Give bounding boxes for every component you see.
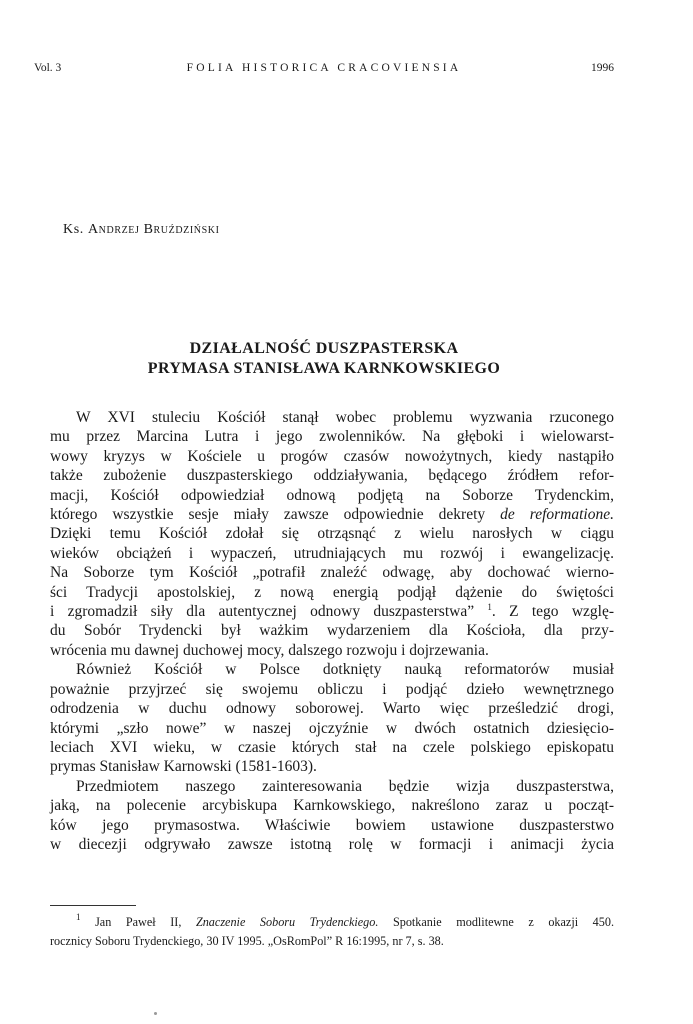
text-segment: i zgromadził siły dla autentycznej odnowy duszpasterstwa”: [50, 603, 475, 621]
footnote-line: rocznicy Soboru Trydenckiego, 30 IV 1995. „OsRomPol” R 16:1995, nr 7, s. 38.: [50, 933, 444, 948]
title-line-1: DZIAŁALNOŚĆ DUSZPASTERSKA: [189, 340, 459, 357]
text-line: prymas Stanisław Karnowski (1581-1603).: [50, 758, 317, 776]
author-name: Andrzej Bruździński: [87, 222, 220, 237]
text-line: Przedmiotem naszego zainteresowania będzie wizja duszpasterstwa,: [76, 777, 614, 795]
text-line: odrodzenia w duchu odnowy soborowej. Warto więc prześledzić drogi,: [50, 700, 614, 718]
year-label: 1996: [591, 62, 614, 74]
paragraph-1: [50, 408, 614, 660]
text-line: W XVI stuleciu Kościół stanął wobec problemu wyzwania rzuconego: [76, 409, 614, 426]
text-line: także zubożenie duszpasterskiego oddziaływania, będącego źródłem refor-: [50, 467, 614, 485]
text-line: jaką, na polecenie arcybiskupa Karnkowskiego, nakreślono zaraz u począt-: [50, 797, 614, 815]
text-line: macji, Kościół odpowiedział odnową podjętą na Soborze Trydenckim,: [50, 486, 614, 504]
text-segment: . Z tego wzglę-: [491, 603, 614, 621]
text-line: w diecezji odgrywało zawsze istotną rolę w formacji i animacji życia: [50, 835, 614, 853]
text-line: [50, 505, 614, 524]
text-line: ków jego prymasostwa. Właściwie bowiem ustawione duszpasterstwo: [50, 816, 614, 834]
footnote-author: Jan Paweł II,: [95, 915, 182, 929]
footnote-ref[interactable]: 1: [487, 602, 492, 613]
text-line: leciach XVI wieku, w czasie których stał na czele polskiego episkopatu: [50, 738, 614, 756]
footnote: [50, 913, 614, 950]
footnote-divider: [50, 905, 136, 906]
text-line: [50, 602, 614, 621]
paragraph-3: [50, 777, 614, 855]
scan-speck: [154, 1012, 157, 1015]
text-line: Dzięki temu Kościół zdołał się otrząsnąć z wielu narosłych w ciągu: [50, 525, 614, 543]
running-head: [34, 62, 614, 78]
text-line: wowy kryzys w Kościele u progów czasów nowożytnych, kiedy nastąpiło: [50, 447, 614, 465]
text-line: Na Soborze tym Kościół „potrafił znaleźć odwagę, aby dochować wierno-: [50, 564, 614, 582]
text-line: którymi „szło nowe” w naszej ojczyźnie w dwóch ostatnich dziesięcio-: [50, 719, 614, 737]
footnote-number: 1: [76, 912, 81, 922]
text-line: poważnie przyjrzeć się swojemu obliczu i podjąć dzieło wewnętrznego: [50, 680, 614, 698]
text-line: du Sobór Trydencki był ważkim wydarzeniem dla Kościoła, dla przy-: [50, 622, 614, 640]
text-segment: którego wszystkie sesje miały zawsze odpowiednie dekrety: [50, 506, 486, 524]
article-body: [50, 408, 614, 854]
footnote-line: [50, 913, 614, 932]
text-line: wieków obciążeń i wypaczeń, utrudniających mu rozwój i ewangelizację.: [50, 544, 614, 562]
paragraph-2: [50, 660, 614, 776]
text-line: ści Tradycji apostolskiej, z nową energią podjął dążenie do świętości: [50, 583, 614, 601]
text-line: Również Kościół w Polsce dotknięty nauką reformatorów musiał: [76, 661, 614, 679]
article-title: [34, 339, 614, 379]
author-prefix: Ks.: [63, 222, 84, 237]
italic-phrase: de reformatione.: [500, 506, 614, 524]
text-line: mu przez Marcina Lutra i jego zwolenników. Na głęboki i wielowarst-: [50, 428, 614, 446]
journal-title: FOLIA HISTORICA CRACOVIENSIA: [186, 62, 462, 74]
title-line-2: PRYMASA STANISŁAWA KARNKOWSKIEGO: [147, 360, 501, 377]
footnote-title: Znaczenie Soboru Trydenckiego.: [195, 915, 379, 929]
author-line: [63, 222, 220, 238]
volume-label: Vol. 3: [34, 62, 62, 74]
footnote-text: Spotkanie modlitewne z okazji 450.: [392, 915, 614, 929]
text-line: wrócenia mu dawnej duchowej mocy, dalszego rozwoju i dojrzewania.: [50, 641, 489, 659]
